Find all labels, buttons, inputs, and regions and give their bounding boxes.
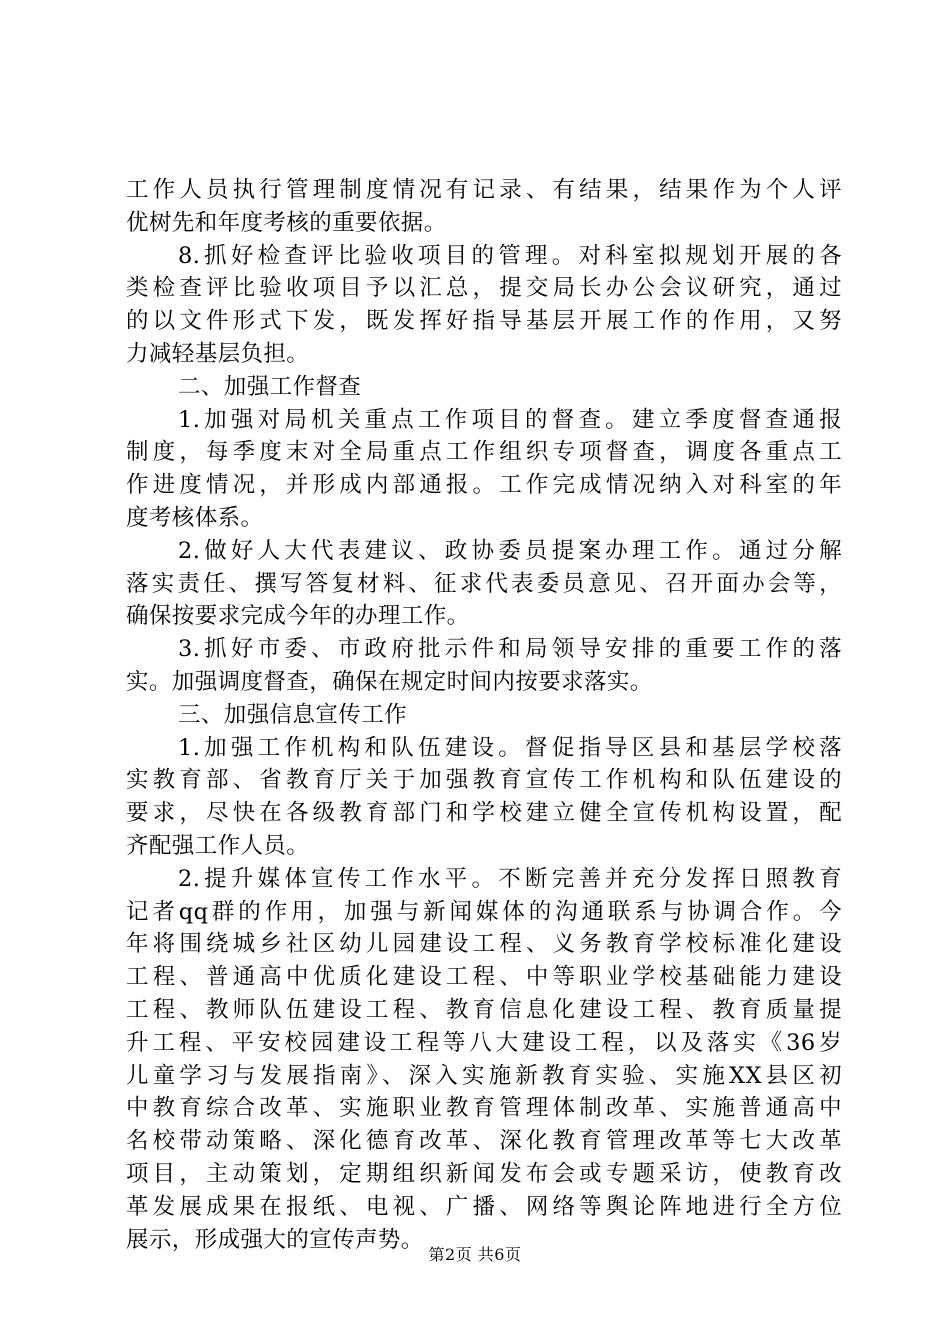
text-line: 儿童学习与发展指南》、深入实施新教育实验、实施XX县区初: [126, 1062, 842, 1089]
text-line: 落实责任、撰写答复材料、征求代表委员意见、召开面办会等，: [126, 570, 842, 597]
text-line: 确保按要求完成今年的办理工作。: [126, 603, 470, 630]
page-footer: 第2页 共6页: [428, 1245, 522, 1264]
text-line: 1.加强工作机构和队伍建设。督促指导区县和基层学校落: [178, 734, 842, 761]
text-line: 革发展成果在报纸、电视、广播、网络等舆论阵地进行全方位: [126, 1193, 842, 1220]
text-line: 实教育部、省教育厅关于加强教育宣传工作机构和队伍建设的: [126, 767, 842, 794]
text-line: 的以文件形式下发，既发挥好指导基层开展工作的作用，又努: [126, 308, 842, 335]
text-line: 3.抓好市委、市政府批示件和局领导安排的重要工作的落: [178, 636, 842, 663]
text-line: 作进度情况，并形成内部通报。工作完成情况纳入对科室的年: [126, 472, 842, 499]
text-line: 记者qq群的作用，加强与新闻媒体的沟通联系与协调合作。今: [126, 898, 842, 925]
text-line: 年将围绕城乡社区幼儿园建设工程、义务教育学校标准化建设: [126, 931, 842, 958]
text-line: 齐配强工作人员。: [126, 832, 310, 859]
text-line: 工作人员执行管理制度情况有记录、有结果，结果作为个人评: [126, 177, 842, 203]
text-line: 2.做好人大代表建议、政协委员提案办理工作。通过分解: [178, 537, 842, 564]
text-line: 制度，每季度末对全局重点工作组织专项督查，调度各重点工: [126, 439, 842, 466]
text-line: 工程、普通高中优质化建设工程、中等职业学校基础能力建设: [126, 964, 842, 991]
section-heading: 三、加强信息宣传工作: [178, 701, 408, 728]
text-line: 1.加强对局机关重点工作项目的督查。建立季度督查通报: [178, 406, 842, 433]
text-line: 升工程、平安校园建设工程等八大建设工程，以及落实《36岁: [126, 1029, 842, 1056]
text-line: 展示，形成强大的宣传声势。: [126, 1226, 424, 1253]
text-line: 实。加强调度督查，确保在规定时间内按要求落实。: [126, 668, 653, 695]
text-line: 要求，尽快在各级教育部门和学校建立健全宣传机构设置，配: [126, 800, 842, 827]
text-line: 中教育综合改革、实施职业教育管理体制改革、实施普通高中: [126, 1095, 842, 1122]
text-line: 力减轻基层负担。: [126, 340, 310, 367]
text-line: 8.抓好检查评比验收项目的管理。对科室拟规划开展的各: [178, 242, 842, 269]
text-line: 名校带动策略、深化德育改革、深化教育管理改革等七大改革: [126, 1128, 842, 1155]
text-line: 2.提升媒体宣传工作水平。不断完善并充分发挥日照教育: [178, 865, 842, 892]
text-line: 工程、教师队伍建设工程、教育信息化建设工程、教育质量提: [126, 996, 842, 1023]
document-body: [126, 174, 842, 1256]
text-line: 度考核体系。: [126, 504, 264, 531]
text-line: 优树先和年度考核的重要依据。: [126, 209, 447, 236]
text-line: 项目，主动策划，定期组织新闻发布会或专题采访，使教育改: [126, 1160, 842, 1187]
text-line: 类检查评比验收项目予以汇总，提交局长办公会议研究，通过: [126, 275, 842, 302]
section-heading: 二、加强工作督查: [178, 373, 362, 400]
